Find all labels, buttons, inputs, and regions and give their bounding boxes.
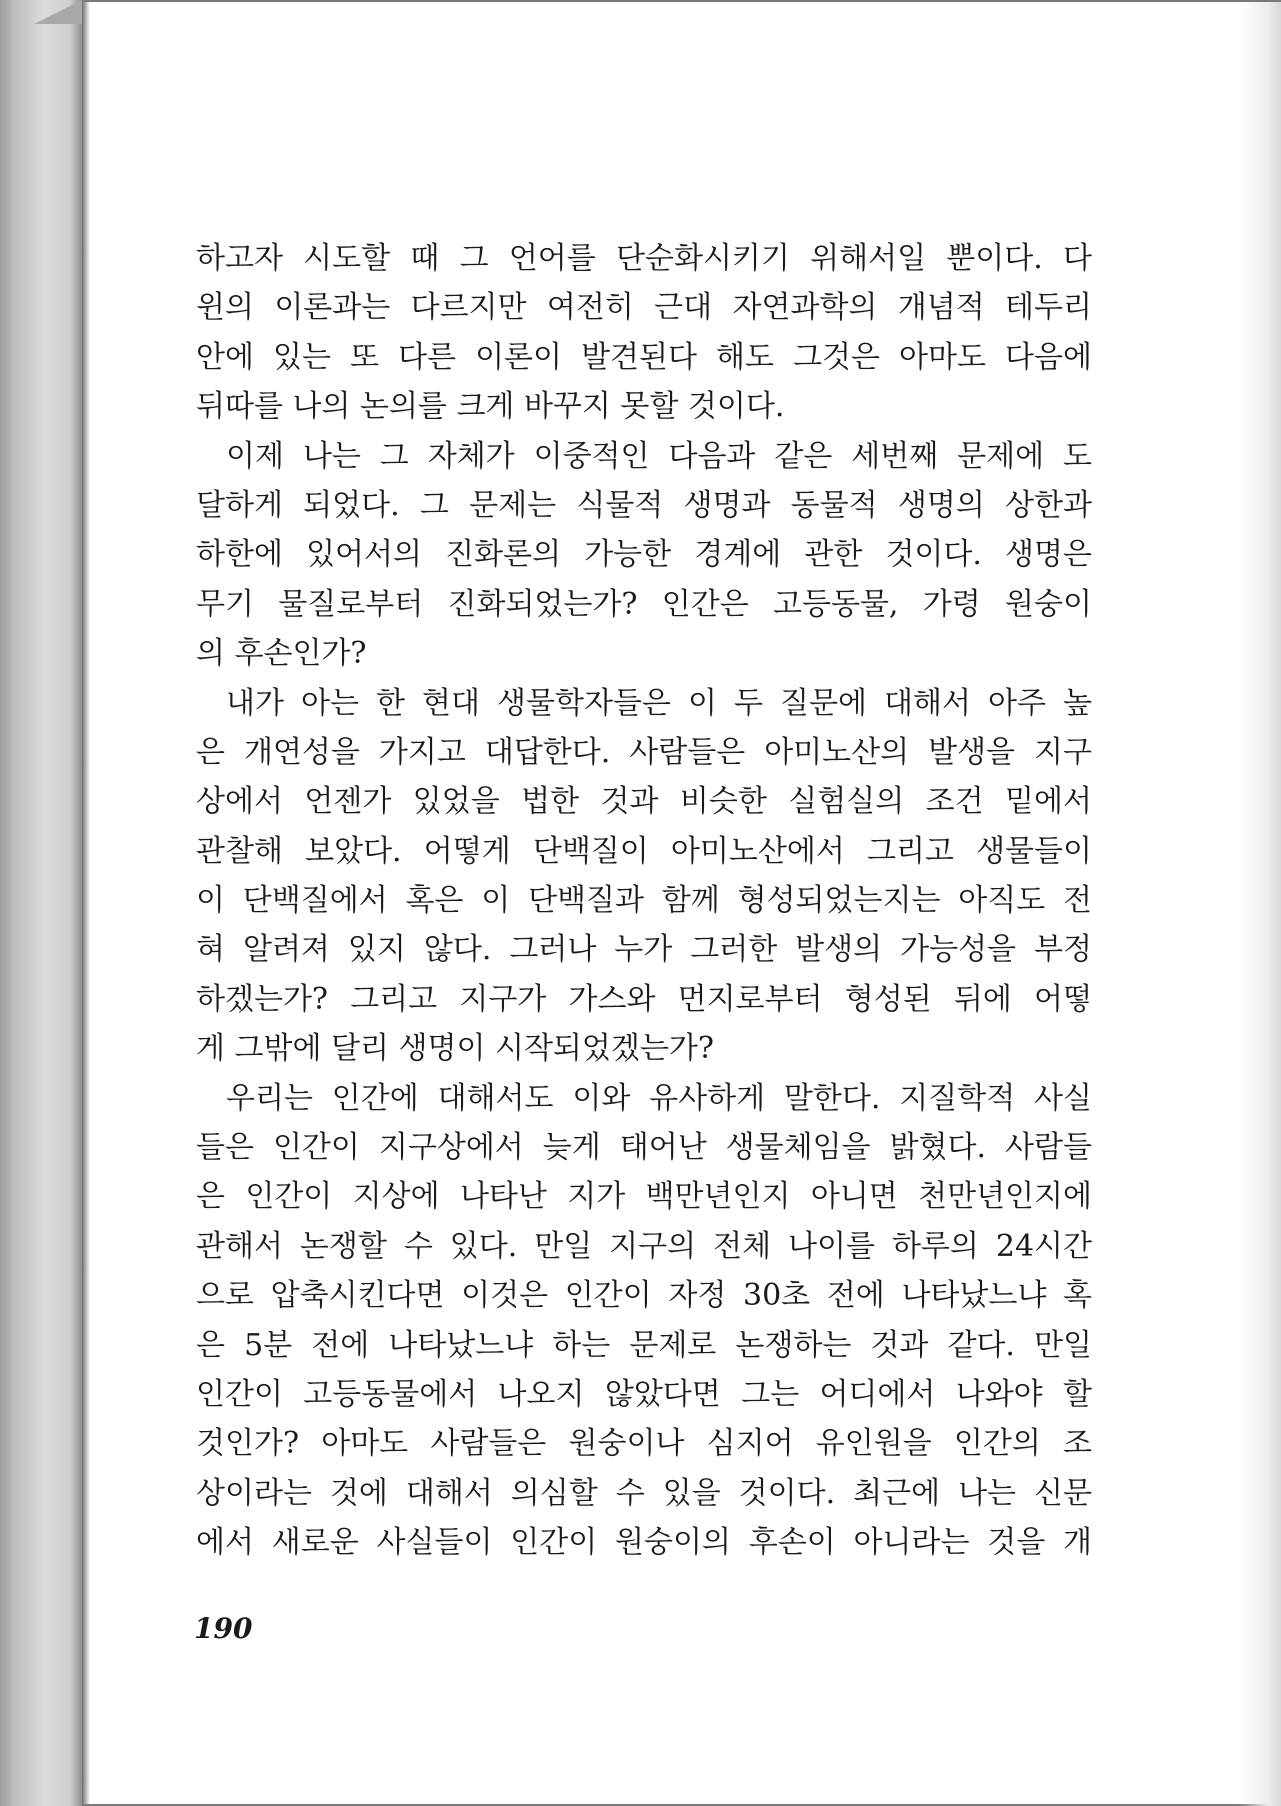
text-line: 하겠는가? 그리고 지구가 가스와 먼지로부터 형성된 뒤에 어떻 <box>196 981 1092 1017</box>
text-line: 은 개연성을 가지고 대답한다. 사람들은 아미노산의 발생을 지구 <box>196 734 1092 770</box>
text-line: 안에 있는 또 다른 이론이 발견된다 해도 그것은 아마도 다음에 <box>196 339 1092 375</box>
text-line: 것인가? 아마도 사람들은 원숭이나 심지어 유인원을 인간의 조 <box>196 1426 1092 1462</box>
text-line: 이 단백질에서 혹은 이 단백질과 함께 형성되었는지는 아직도 전 <box>196 883 1092 919</box>
text-line: 달하게 되었다. 그 문제는 식물적 생명과 동물적 생명의 상한과 <box>196 487 1092 523</box>
text-line: 관찰해 보았다. 어떻게 단백질이 아미노산에서 그리고 생물들이 <box>196 833 1092 869</box>
text-line: 의 후손인가? <box>196 636 367 672</box>
page-number: 190 <box>194 1612 253 1645</box>
text-line: 하한에 있어서의 진화론의 가능한 경계에 관한 것이다. 생명은 <box>196 537 1092 573</box>
text-line: 우리는 인간에 대해서도 이와 유사하게 말한다. 지질학적 사실 <box>226 1080 1092 1116</box>
text-line: 무기 물질로부터 진화되었는가? 인간은 고등동물, 가령 원숭이 <box>196 586 1092 622</box>
text-line: 뒤따를 나의 논의를 크게 바꾸지 못할 것이다. <box>196 389 785 425</box>
text-line: 혀 알려져 있지 않다. 그러나 누가 그러한 발생의 가능성을 부정 <box>196 932 1092 968</box>
text-line: 상이라는 것에 대해서 의심할 수 있을 것이다. 최근에 나는 신문 <box>196 1475 1092 1511</box>
text-line: 은 인간이 지상에 나타난 지가 백만년인지 아니면 천만년인지에 <box>196 1179 1092 1215</box>
text-line: 상에서 언젠가 있었을 법한 것과 비슷한 실험실의 조건 밑에서 <box>196 784 1092 820</box>
book-spine <box>0 0 82 1806</box>
text-line: 인간이 고등동물에서 나오지 않았다면 그는 어디에서 나와야 할 <box>196 1376 1092 1412</box>
page-gutter-shadow <box>82 2 90 1804</box>
text-line: 윈의 이론과는 다르지만 여전히 근대 자연과학의 개념적 테두리 <box>196 290 1092 326</box>
spine-top-corner <box>34 0 82 24</box>
text-line: 관해서 논쟁할 수 있다. 만일 지구의 전체 나이를 하루의 24시간 <box>196 1228 1092 1264</box>
text-line: 게 그밖에 달리 생명이 시작되었겠는가? <box>196 1031 714 1067</box>
text-line: 이제 나는 그 자체가 이중적인 다음과 같은 세번째 문제에 도 <box>226 438 1092 474</box>
page-right-edge <box>1239 2 1281 1806</box>
text-line: 으로 압축시킨다면 이것은 인간이 자정 30초 전에 나타났느냐 혹 <box>196 1278 1092 1314</box>
body-text <box>196 234 1092 1568</box>
text-line: 은 5분 전에 나타났느냐 하는 문제로 논쟁하는 것과 같다. 만일 <box>196 1327 1092 1363</box>
book-page <box>82 0 1281 1806</box>
text-line: 들은 인간이 지구상에서 늦게 태어난 생물체임을 밝혔다. 사람들 <box>196 1130 1092 1166</box>
text-line: 하고자 시도할 때 그 언어를 단순화시키기 위해서일 뿐이다. 다 <box>196 241 1092 276</box>
text-line: 에서 새로운 사실들이 인간이 원숭이의 후손이 아니라는 것을 개 <box>196 1525 1092 1561</box>
text-line: 내가 아는 한 현대 생물학자들은 이 두 질문에 대해서 아주 높 <box>226 685 1092 721</box>
